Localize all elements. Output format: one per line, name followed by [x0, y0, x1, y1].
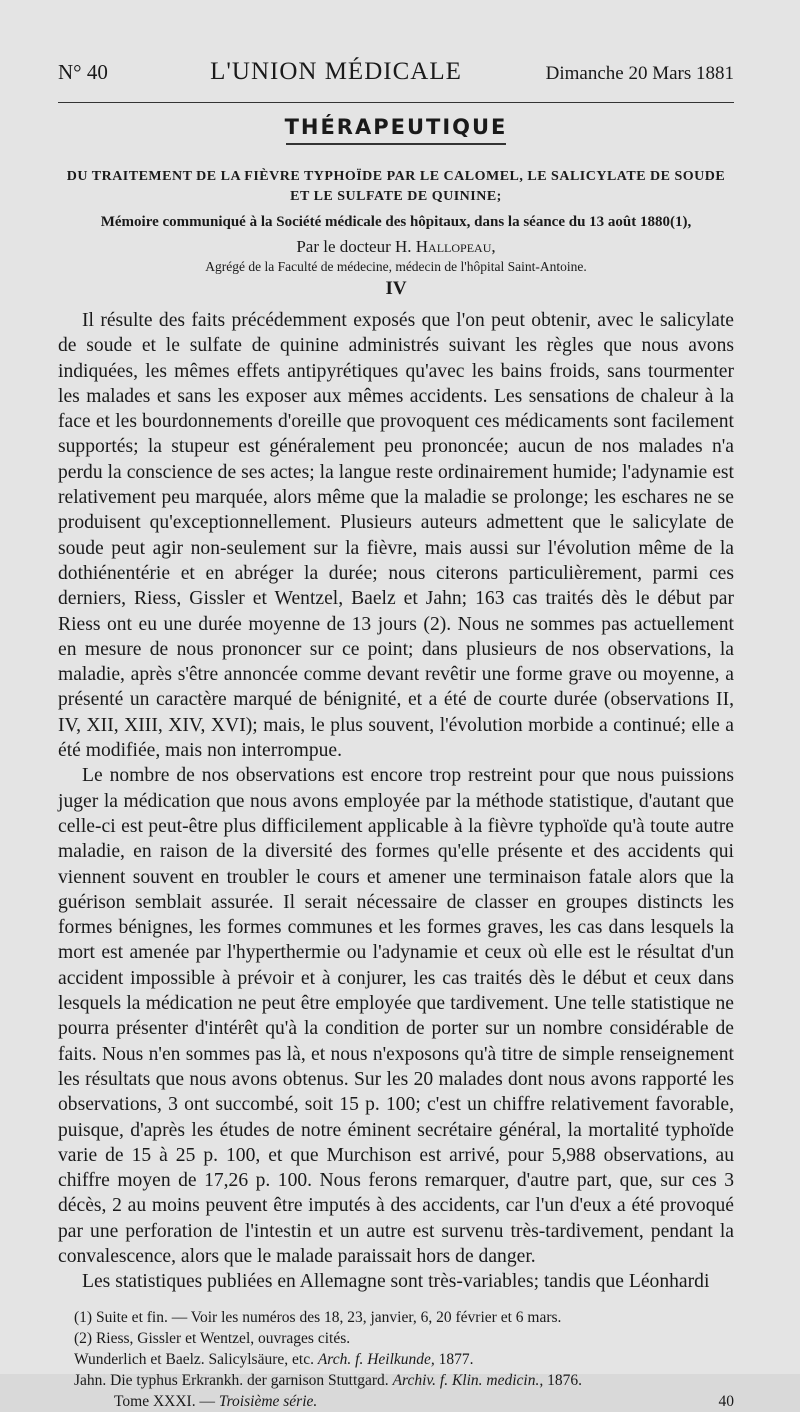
author-line: [58, 236, 734, 258]
article-body: [58, 308, 734, 1295]
reference-2-year: 1876.: [547, 1371, 582, 1389]
memoire-note: Mémoire communiqué à la Société médicale des hôpitaux, dans la séance du 13 août 1880(1),: [100, 214, 692, 230]
series: Troisième série.: [218, 1392, 318, 1410]
reference-2-authors: Jahn. Die typhus Erkrankh. der garnison Stuttgard.: [74, 1371, 389, 1389]
article-title: DU TRAITEMENT DE LA FIÈVRE TYPHOÏDE PAR LE CALOMEL, LE SALICYLATE DE SOUDE ET LE SULFATE DE QUININE;: [66, 169, 726, 204]
reference-1-journal: Arch. f. Heilkunde,: [317, 1350, 435, 1368]
paragraph: Il résulte des faits précédemment exposés que l'on peut obtenir, avec le salicylate de soude et le sulfate de quinine administrés suivant les règles que nous avons indiquées, les mêmes effets antipyrétiques qu'avec les bains froids, sans tourmenter les malades et sans les exposer aux mêmes accidents. Les sensations de chaleur à la face et les bourdonnements d'oreille que provoquent ces médicaments sont facilement supportés; la stupeur est généralement peu prononcée; aucun de nos malades n'a perdu la conscience de ses actes; la langue reste ordinairement humide; l'adynamie est relativement peu marquée, alors même que la maladie se prolonge; les eschares ne se produisent qu'exceptionnellement. Plusieurs auteurs admettent que le salicylate de soude peut agir non-seulement sur la fièvre, mais aussi sur l'évolution même de la dothiénentérie et en abréger la durée; nous citerons particulièrement, parmi ces derniers, Riess, Gissler et Wentzel, Baelz et Jahn; 163 cas traités dès le début par Riess ont eu une durée moyenne de 13 jours (2). Nous ne sommes pas actuellement en mesure de nous prononcer sur ce point; dans plusieurs de nos observations, la maladie, après s'être annoncée comme devant revêtir une forme grave ou moyenne, a présenté un caractère marqué de bénignité, et a été de courte durée (observations II, IV, XII, XIII, XIV, XVI); mais, le plus souvent, l'évolution morbide a continué; elle a été modifiée, mais non interrompue.: [58, 310, 734, 762]
issue-date: Dimanche 20 Mars 1881: [545, 63, 734, 84]
volume-line: [114, 1391, 317, 1412]
author-name: Hallopeau,: [415, 237, 496, 256]
reference-2: [74, 1370, 734, 1391]
part-number: IV: [385, 278, 407, 299]
page-footer: [58, 1391, 734, 1412]
running-header: [58, 58, 734, 86]
footnote-2: (2) Riess, Gissler et Wentzel, ouvrages cités.: [74, 1329, 351, 1347]
footnote-1: (1) Suite et fin. — Voir les numéros des 18, 23, janvier, 6, 20 février et 6 mars.: [74, 1308, 562, 1326]
paragraph: Le nombre de nos observations est encore trop restreint pour que nous puissions juger la médication que nous avons employée par la méthode statistique, d'autant que celle-ci est peut-être plus difficilement applicable à la fièvre typhoïde qu'à toute autre maladie, en raison de la diversité des formes qu'elle présente et des accidents qui viennent souvent en troubler le cours et amener une terminaison fatale alors que la guérison semblait assurée. Il serait nécessaire de classer en groupes distincts les formes bénignes, les formes communes et les formes graves, les cas dans lesquels la mort est amenée par l'hyperthermie ou l'adynamie et ceux où elle est le résultat d'un accident impossible à prévoir et à conjurer, les cas traités dès le début et ceux dans lesquels la médication ne peut être employée que tardivement. Une telle statistique ne pourra présenter d'intérêt qu'à la condition de porter sur un nombre considérable de faits. Nous n'en sommes pas là, et nous n'exposons qu'à titre de simple renseignement les résultats que nous avons obtenus. Sur les 20 malades dont nous avons rapporté les observations, 3 ont succombé, soit 15 p. 100; c'est un chiffre relativement favorable, puisque, d'après les études de notre éminent secrétaire général, la mortalité typhoïde varie de 15 à 25 p. 100, et que Murchison est arrivé, pour 5,988 observations, au chiffre moyen de 17,26 p. 100. Nous ferons remarquer, d'autre part, que, sur ces 3 décès, 2 au moins peuvent être imputés à des accidents, car l'un d'eux a été provoqué par une perforation de l'intestin et un autre est survenu très-tardivement, pendant la convalescence, alors que le malade paraissait hors de danger.: [58, 765, 734, 1267]
issue-number: N° 40: [58, 60, 108, 84]
reference-1-year: 1877.: [438, 1350, 474, 1368]
journal-title: L'UNION MÉDICALE: [210, 58, 462, 85]
section-rule: [286, 143, 506, 145]
page-number: 40: [718, 1392, 734, 1410]
reference-2-journal: Archiv. f. Klin. medicin.,: [392, 1371, 544, 1389]
section-title: THÉRAPEUTIQUE: [284, 115, 508, 139]
author-affiliation: Agrégé de la Faculté de médecine, médecin de l'hôpital Saint-Antoine.: [205, 259, 587, 274]
header-rule: [58, 102, 734, 103]
volume: Tome XXXI. —: [114, 1392, 215, 1410]
author-prefix: Par le docteur H.: [296, 237, 412, 256]
footnotes: [58, 1307, 734, 1391]
paragraph: Les statistiques publiées en Allemagne sont très-variables; tandis que Léonhardi: [82, 1271, 710, 1293]
reference-1: [74, 1349, 734, 1370]
reference-1-authors: Wunderlich et Baelz. Salicylsäure, etc.: [74, 1350, 314, 1368]
